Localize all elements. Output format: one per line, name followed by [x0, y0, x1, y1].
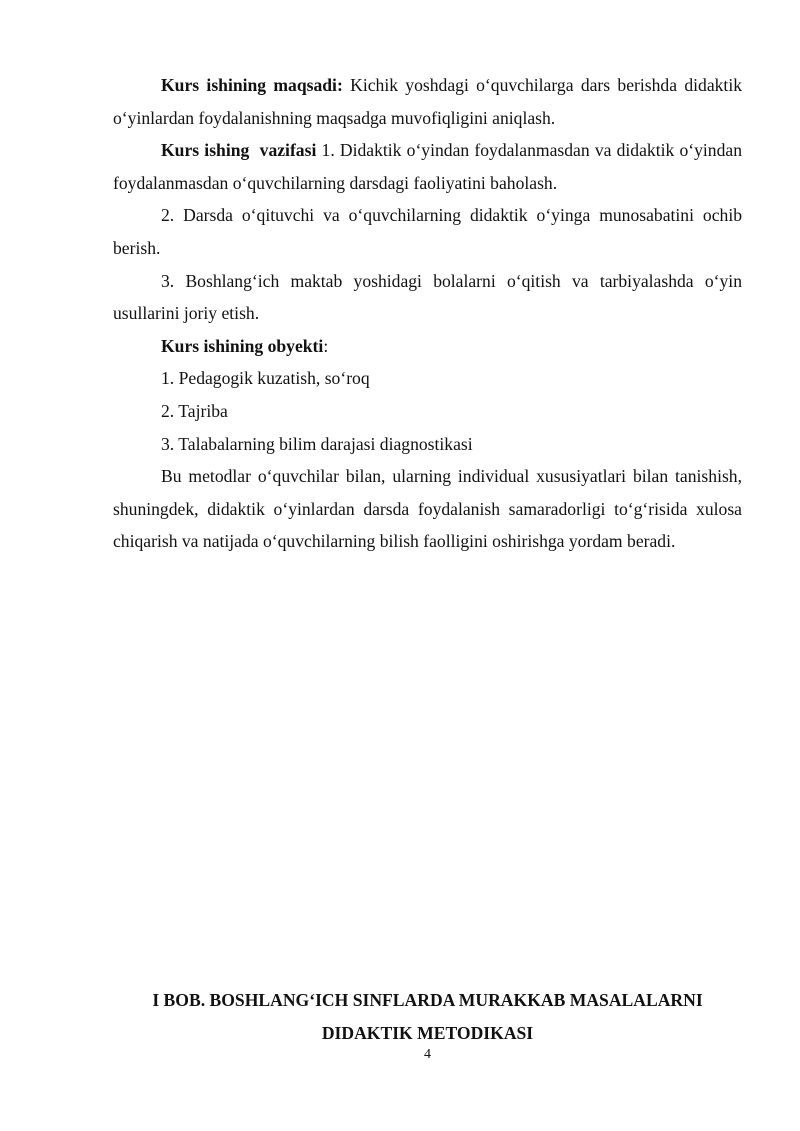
task-text: 1. Didaktik o‘yindan foydalanmasdan va didaktik o‘yindan foydalanmasdan o‘quvchilarning darsdagi faoliyatini baholash. [113, 140, 742, 193]
chapter-heading-line-2: DIDAKTIK METODIKASI [321, 1022, 534, 1043]
paragraph-object [113, 330, 742, 363]
object-colon: : [323, 335, 329, 356]
list-item: 3. Talabalarning bilim darajasi diagnostikasi [161, 433, 473, 454]
paragraph-purpose [113, 69, 742, 134]
purpose-text: Kichik yoshdagi o‘quvchilarga dars berishda didaktik o‘yinlardan foydalanishning maqsadga muvofiqligini aniqlash. [113, 75, 743, 128]
paragraph-task-3: 3. Boshlang‘ich maktab yoshidagi bolalarni o‘qitish va tarbiyalashda o‘yin usullarini joriy etish. [113, 270, 742, 324]
paragraph-methods: Bu metodlar o‘quvchilar bilan, ularning individual xususiyatlari bilan tanishish, shuningdek, didaktik o‘yinlardan darsda foydalanish samaradorligi to‘g‘risida xulosa chiqarish va natijada o‘quvchilarning bilish faolligini oshirishga yordam beradi. [113, 466, 742, 552]
body-text [113, 69, 742, 558]
purpose-label: Kurs ishining maqsadi: [161, 75, 343, 95]
object-label: Kurs ishining obyekti [161, 335, 324, 356]
task-label: Kurs ishing vazifasi [161, 140, 317, 161]
paragraph-task [113, 134, 742, 199]
chapter-heading [100, 984, 755, 1049]
paragraph-task-2: 2. Darsda o‘qituvchi va o‘quvchilarning didaktik o‘yinga munosabatini ochib berish. [113, 205, 742, 258]
page-number: 4 [424, 1047, 431, 1062]
chapter-heading-line-1: I BOB. BOSHLANG‘ICH SINFLARDA MURAKKAB MASALALARNI [152, 990, 703, 1010]
list-item: 2. Tajriba [161, 400, 228, 421]
list-item: 1. Pedagogik kuzatish, so‘roq [161, 368, 370, 389]
